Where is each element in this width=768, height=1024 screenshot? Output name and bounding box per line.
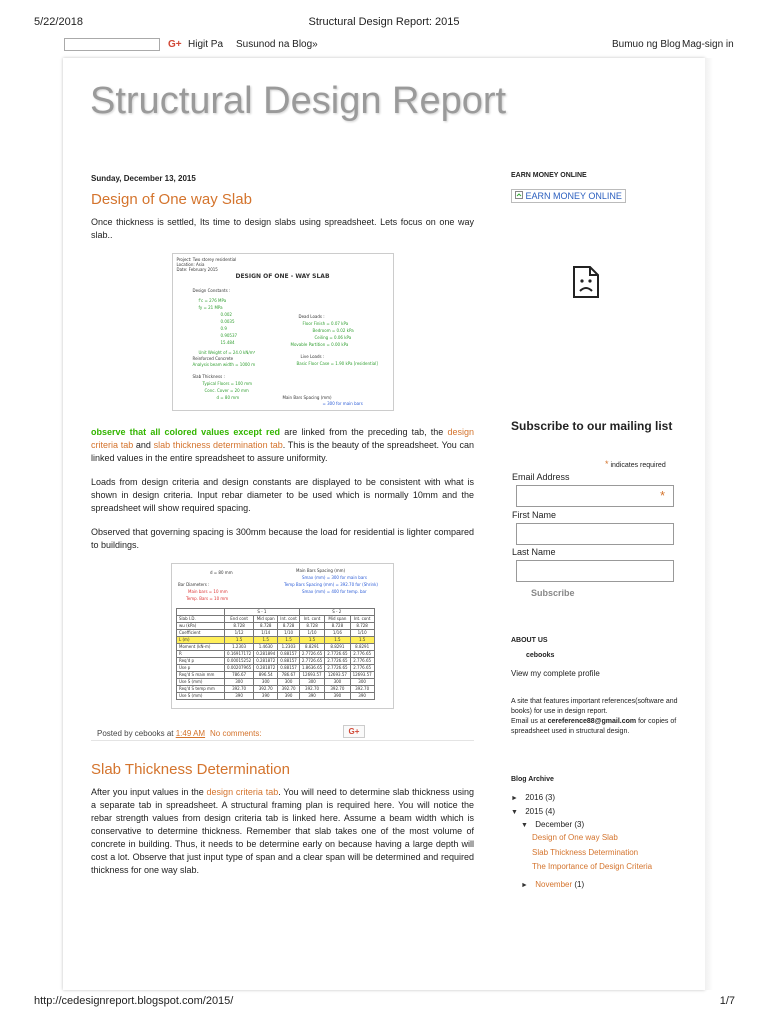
mailing-list-title: Subscribe to our mailing list	[511, 419, 673, 433]
archive-month-november[interactable]	[521, 880, 584, 889]
table-cell: 300	[225, 679, 254, 686]
table-row	[177, 693, 375, 700]
post-paragraph-spacing: Observed that governing spacing is 300mm because the load for residential is lighter compared to buildings.	[91, 527, 474, 550]
sheet2-sp1: Main Bars Spacing (mm)	[296, 568, 346, 573]
gplus-share-button[interactable]: G+	[343, 725, 365, 738]
table-cell: 786.67	[278, 672, 300, 679]
post-intro: Once thickness is settled, Its time to design slabs using spreadsheet. Lets focus on one way slab..	[91, 217, 474, 240]
archive-month-label[interactable]: November	[535, 880, 573, 889]
archive-year-label[interactable]: 2015	[525, 807, 544, 816]
table-cell: 1/10	[350, 630, 374, 637]
paragraph-text: . This is the beauty of the spreadsheet. You can linked values in the entire spreadsheet to assure uniformity.	[91, 440, 474, 463]
table-group-row	[177, 609, 375, 616]
table-cell: Moment (kN-m)	[177, 644, 225, 651]
table-cell: 390	[254, 693, 278, 700]
table-cell: 2.7726.65	[325, 651, 350, 658]
sheet2-sp2: Smax (mm) = 300 for main bars	[302, 575, 367, 580]
table-cell: 0.88157	[278, 658, 300, 665]
broken-image-icon	[515, 191, 523, 199]
post-title[interactable]: Design of One way Slab	[91, 191, 252, 208]
print-header	[0, 16, 768, 30]
blogger-navbar	[58, 35, 738, 57]
table-group-header: S - 2	[299, 609, 374, 616]
table-header-cell: Int. cont	[278, 616, 300, 623]
sheet-location: Location: Asia	[176, 262, 205, 267]
table-cell: 300	[325, 679, 350, 686]
table-cell: 1.5	[278, 637, 300, 644]
table-cell: 2.7726.65	[299, 651, 324, 658]
contact-email: cereference88@gmail.com	[547, 718, 637, 725]
table-header-cell: Int. cont	[299, 616, 324, 623]
sheet2-temp-bars: Temp. Bars = 10 mm	[186, 596, 229, 601]
table-cell: 1.2303	[225, 644, 254, 651]
print-date: 5/22/2018	[34, 16, 83, 28]
sheet-project: Project: Two storey residential	[176, 257, 237, 262]
table-cell: 1/14	[254, 630, 278, 637]
post-body	[91, 216, 474, 741]
sheet-reinf: Reinforced Concrete	[192, 356, 234, 361]
table-cell: 1.5	[225, 637, 254, 644]
post-2-paragraph	[91, 786, 474, 877]
table-row	[177, 658, 375, 665]
table-cell: 8.8291	[325, 644, 350, 651]
slab-design-table	[176, 608, 375, 700]
create-blog-link[interactable]: Bumuo ng Blog	[612, 39, 681, 50]
email-field[interactable]	[516, 485, 674, 507]
sheet-thick-label: Slab Thickness :	[192, 374, 225, 379]
table-cell: 8.728	[350, 623, 374, 630]
sheet-fy: fy = 21 MPa	[198, 305, 223, 310]
table-cell: 8.8291	[350, 644, 374, 651]
earn-money-image-link[interactable]	[511, 189, 626, 203]
table-cell: 1.5	[325, 637, 350, 644]
table-cell: Req'd p	[177, 658, 225, 665]
table-cell: 8.728	[278, 623, 300, 630]
email-required-star: *	[659, 488, 665, 503]
earn-money-image-alt: EARN MONEY ONLINE	[525, 191, 622, 201]
subscribe-button[interactable]: Subscribe	[531, 588, 575, 598]
sheet2-main-bars: Main bars = 10 mm	[188, 589, 228, 594]
collapse-arrow-icon[interactable]: ▼	[521, 822, 528, 829]
first-name-field[interactable]	[516, 523, 674, 545]
required-text: indicates required	[608, 462, 666, 469]
collapse-arrow-icon[interactable]: ▼	[511, 809, 518, 816]
sheet-ll1: Basic Floor Case = 1.90 kPa [residential]	[296, 361, 378, 366]
table-cell: 0.88157	[278, 651, 300, 658]
table-cell: 1.5	[299, 637, 324, 644]
sheet2-sp4: Smax (mm) = 400 for temp. bar	[302, 589, 367, 594]
table-cell: 2.776.65	[350, 658, 374, 665]
table-cell: 8.8291	[299, 644, 324, 651]
spreadsheet-image-design	[172, 253, 394, 411]
table-cell: 390	[350, 693, 374, 700]
sheet-analysis: Analysis beam width = 1000 m	[192, 362, 256, 367]
table-cell: 8.728	[325, 623, 350, 630]
about-description	[511, 697, 681, 737]
posted-by-text: Posted by cebooks at	[97, 729, 176, 738]
sheet-dl1: Floor Finish = 0.07 kPa	[302, 321, 349, 326]
post-paragraph-loads: Loads from design criteria and design constants are displayed to be consistent with what is shown in design criteria. Input rebar diameter to be used which is normally 10mm and the spreadsheet will show required spacing.	[91, 477, 474, 513]
post-2-title[interactable]: Slab Thickness Determination	[91, 761, 290, 778]
table-cell: 2.776.65	[350, 665, 374, 672]
table-row	[177, 644, 375, 651]
post-footer	[91, 727, 474, 741]
expand-arrow-icon[interactable]: ►	[511, 795, 518, 802]
sheet-c2: 0.0035	[220, 319, 235, 324]
table-cell: 392.70	[299, 686, 324, 693]
table-row	[177, 665, 375, 672]
design-criteria-tab-link[interactable]: design criteria tab	[91, 427, 474, 450]
post-2	[91, 763, 474, 877]
table-cell: 1.2303	[278, 644, 300, 651]
archive-count: (3)	[545, 793, 556, 802]
paragraph-text: After you input values in the	[91, 787, 207, 797]
design-criteria-tab-link-2[interactable]: design criteria tab	[206, 787, 279, 797]
table-cell: 896.54	[254, 672, 278, 679]
table-cell: 390	[325, 693, 350, 700]
table-cell: 8.728	[299, 623, 324, 630]
archive-year-2015[interactable]	[511, 807, 555, 816]
sheet-fc: f'c = 276 MPa	[198, 298, 227, 303]
table-cell: 0.281872	[254, 658, 278, 665]
table-row	[177, 686, 375, 693]
post-2-body	[91, 786, 474, 877]
table-cell: 2.7726.65	[299, 658, 324, 665]
earn-money-title: EARN MONEY ONLINE	[511, 172, 587, 179]
table-cell: 1/10	[278, 630, 300, 637]
table-group-header: S - 1	[225, 609, 300, 616]
about-text: for copies of spreadsheet used in structural design.	[511, 718, 677, 735]
table-cell: 390	[299, 693, 324, 700]
table-cell: Req'd S main mm	[177, 672, 225, 679]
table-cell: 390	[225, 693, 254, 700]
sheet-live-label: Live Loads :	[300, 354, 325, 359]
table-row	[177, 651, 375, 658]
sidebar	[511, 172, 681, 889]
table-cell	[177, 609, 225, 616]
table-cell: 300	[278, 679, 300, 686]
sign-in-link[interactable]: Mag-sign in	[682, 39, 734, 50]
profile-name-link[interactable]: cebooks	[526, 652, 555, 659]
archive-count: (4)	[545, 807, 556, 816]
table-cell: 392.70	[278, 686, 300, 693]
archive-year-label[interactable]: 2016	[525, 793, 544, 802]
post-date: Sunday, December 13, 2015	[91, 174, 196, 183]
table-cell: 8.728	[254, 623, 278, 630]
paragraph-text: are linked from the preceding tab, the	[280, 427, 448, 437]
table-cell: 12693.57	[299, 672, 324, 679]
slab-thickness-tab-link[interactable]: slab thickness determination tab	[153, 440, 283, 450]
sheet-c4: 0.90537	[220, 333, 238, 338]
table-cell: 786.67	[225, 672, 254, 679]
sheet-spacing: Main Bars Spacing (mm)	[282, 395, 332, 400]
table-cell: 1.5	[254, 637, 278, 644]
table-cell: 2.7726.65	[325, 658, 350, 665]
table-cell: Use S (mm)	[177, 679, 225, 686]
required-star: *	[605, 459, 609, 469]
table-cell: Coefficient	[177, 630, 225, 637]
navbar-search-input[interactable]	[64, 38, 160, 51]
sheet-title: DESIGN OF ONE - WAY SLAB	[235, 273, 330, 280]
table-cell: 12693.57	[350, 672, 374, 679]
table-cell: 0.281872	[254, 665, 278, 672]
sheet-c3: 0.9	[220, 326, 227, 331]
sheet2-d: d = 80 mm	[210, 570, 233, 575]
sheet-dead-label: Dead Loads :	[298, 314, 325, 319]
table-cell: 392.70	[254, 686, 278, 693]
table-cell: 0.00207965	[225, 665, 254, 672]
table-header-cell: Slab I.D.	[177, 616, 225, 623]
archive-post-slab-thickness[interactable]: Slab Thickness Determination	[532, 848, 639, 857]
comments-link[interactable]: No comments:	[210, 729, 262, 738]
required-note	[605, 459, 666, 469]
sheet-unitw: Unit Weight of = 24.0 kN/m³	[198, 350, 256, 355]
last-name-label: Last Name	[512, 547, 556, 557]
table-cell: 8.728	[225, 623, 254, 630]
table-cell: wu (kPa)	[177, 623, 225, 630]
table-header-cell: Mid span	[325, 616, 350, 623]
first-name-label: First Name	[512, 510, 557, 520]
table-cell: Use p	[177, 665, 225, 672]
table-row	[177, 637, 375, 644]
table-cell: 1.4630	[254, 644, 278, 651]
sheet-dl4: Movable Partition = 0.00 kPa	[290, 342, 349, 347]
last-name-field[interactable]	[516, 560, 674, 582]
sheet-c1: 0.002	[220, 312, 232, 317]
post-time-link[interactable]: 1:49 AM	[175, 729, 206, 738]
table-cell: 392.70	[225, 686, 254, 693]
table-cell: 390	[278, 693, 300, 700]
table-row	[177, 679, 375, 686]
gplus-button[interactable]: G+	[168, 39, 182, 50]
table-row	[177, 623, 375, 630]
sheet2-bar-diam: Bar Diameters :	[178, 582, 210, 587]
expand-arrow-icon[interactable]: ►	[521, 882, 528, 889]
table-cell: 2.776.65	[350, 651, 374, 658]
sheet-date: Date: February 2015	[176, 267, 218, 272]
table-row	[177, 672, 375, 679]
follow-blog-link[interactable]: Susunod na Blog»	[236, 39, 318, 50]
spreadsheet-image-spacing	[171, 563, 394, 709]
sheet-spacing2: = 300 for main bars	[322, 401, 363, 406]
about-text: Email us at	[511, 718, 548, 725]
table-cell: 0.88157	[278, 665, 300, 672]
table-header-cell: End cont	[225, 616, 254, 623]
post-paragraph-linked	[91, 426, 474, 465]
table-cell: 1.5	[350, 637, 374, 644]
paragraph-text: and	[133, 440, 154, 450]
table-cell: 1.8636.65	[299, 665, 324, 672]
table-cell: 0.16917172	[225, 651, 254, 658]
paragraph-text: . You will need to determine slab thickness using a separate tab in spreadsheet. A structural framing plan is required here. You will notice the rebar strength values from design criteria tab is linked here. Assume a beam width which is conservative to determine thickness. Remember that slab takes one of the most volume of concrete in building. Thus, it needs to be determine early on because having a large depth will cost a lot. Observe that just input type of span and a clear span will be determined and required thickness for one way slab.	[91, 787, 474, 875]
table-cell: 0.281894	[254, 651, 278, 658]
archive-post-one-way-slab[interactable]: Design of One way Slab	[532, 833, 618, 842]
table-cell: 300	[299, 679, 324, 686]
blog-archive-title: Blog Archive	[511, 776, 554, 783]
table-row	[177, 630, 375, 637]
main-column	[91, 172, 474, 888]
sheet-constants-label: Design Constants :	[192, 288, 231, 293]
sheet-t3: d = 80 mm	[216, 395, 240, 400]
sheet-t2: Conc. Cover = 20 mm	[204, 388, 249, 393]
sheet-t1: Typical Floors = 100 mm	[202, 381, 252, 386]
print-title: Structural Design Report: 2015	[308, 16, 460, 28]
broken-file-icon	[568, 264, 604, 300]
table-cell: 392.70	[325, 686, 350, 693]
table-cell: 392.70	[350, 686, 374, 693]
archive-month-label[interactable]: December	[535, 820, 573, 829]
table-cell: 0.00015252	[225, 658, 254, 665]
print-url: http://cedesignreport.blogspot.com/2015/	[34, 995, 234, 1007]
about-text: A site that features important references(software and books) for use in design report.	[511, 698, 678, 715]
archive-post-design-criteria[interactable]: The Importance of Design Criteria	[532, 862, 653, 871]
table-cell: 300	[350, 679, 374, 686]
table-cell: R	[177, 651, 225, 658]
table-cell: L (m)	[177, 637, 225, 644]
sheet2-sp3: Temp Bars Spacing (mm) = 392.70 for (Shrink)	[284, 582, 378, 587]
print-page-number: 1/7	[719, 995, 735, 1007]
table-cell: 1/12	[225, 630, 254, 637]
archive-year-2016[interactable]	[511, 793, 555, 802]
archive-count: (1)	[574, 880, 585, 889]
table-cell: 1/10	[299, 630, 324, 637]
next-blog-link[interactable]: Higit Pa	[188, 39, 224, 50]
sheet-dl2: Bedroom = 0.02 kPa	[312, 328, 354, 333]
table-cell: 12693.57	[325, 672, 350, 679]
archive-count: (3)	[574, 820, 585, 829]
sheet-c5: 15.484	[220, 340, 235, 345]
table-cell: Req'd S temp mm	[177, 686, 225, 693]
table-cell: 1/16	[325, 630, 350, 637]
table-header-cell: Int. cont	[350, 616, 374, 623]
page-shadow	[705, 58, 713, 990]
table-header-row	[177, 616, 375, 623]
green-highlight-text: observe that all colored values except red	[91, 427, 281, 437]
email-label: Email Address	[512, 472, 570, 482]
sheet-dl3: Ceiling = 0.06 kPa	[314, 335, 352, 340]
table-cell: 300	[254, 679, 278, 686]
archive-month-december[interactable]	[521, 820, 584, 829]
table-cell: Use S (mm)	[177, 693, 225, 700]
table-header-cell: Mid span	[254, 616, 278, 623]
about-us-title: ABOUT US	[511, 637, 548, 644]
table-cell: 2.7726.65	[325, 665, 350, 672]
view-profile-link[interactable]: View my complete profile	[511, 669, 600, 678]
blog-title[interactable]: Structural Design Report	[90, 80, 507, 122]
